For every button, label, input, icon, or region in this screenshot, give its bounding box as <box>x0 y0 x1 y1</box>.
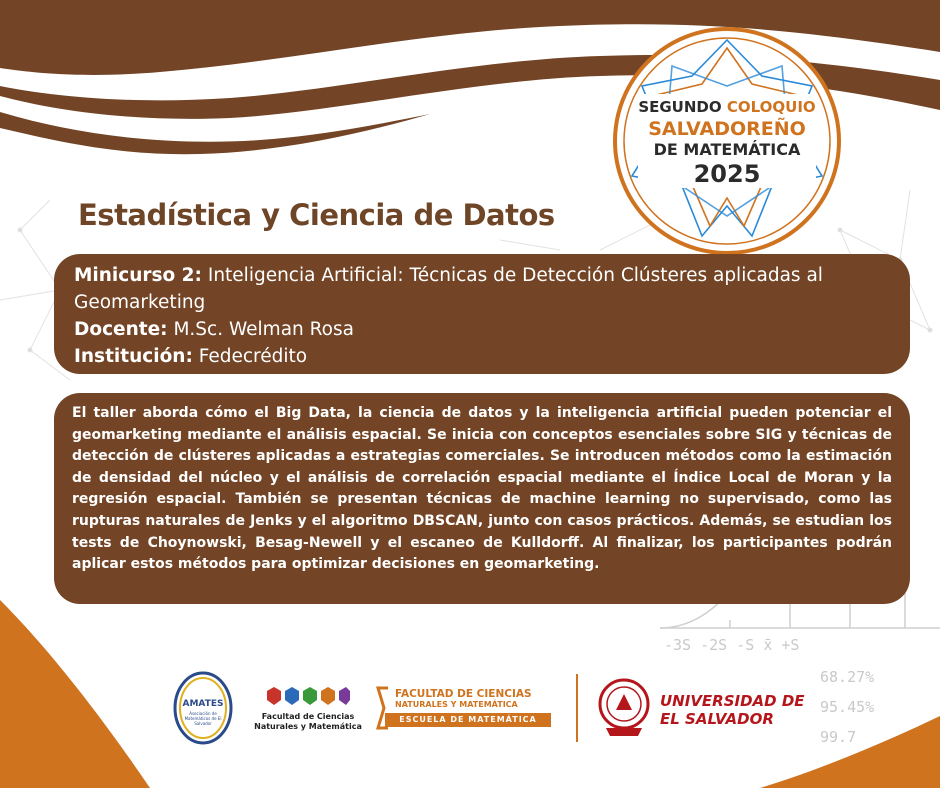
course-info-box <box>54 254 910 374</box>
minicurso-value: Inteligencia Artificial: Técnicas de Detección Clústeres aplicadas al Geomarketing <box>74 265 823 313</box>
emblem-text <box>612 26 842 256</box>
facultad-line2: NATURALES Y MATEMÁTICA <box>395 700 518 709</box>
facultad-line1: FACULTAD DE CIENCIAS <box>395 688 532 700</box>
minicurso-row <box>74 262 890 316</box>
chalk-axis-labels: -3S -2S -S x̄ +S <box>664 636 800 654</box>
emblem-line1: SEGUNDO COLOQUIO <box>638 98 816 116</box>
page-title: Estadística y Ciencia de Datos <box>78 198 555 232</box>
docente-value: M.Sc. Welman Rosa <box>173 319 354 340</box>
docente-label: Docente: <box>74 319 168 340</box>
fcnm-name: Facultad de Ciencias Naturales y Matemática <box>254 712 362 731</box>
institucion-row <box>74 343 890 370</box>
emblem-line2: SALVADOREÑO <box>648 118 806 140</box>
description-text: El taller aborda cómo el Big Data, la ciencia de datos y la inteligencia artificial pueden potenciar el geomarketing mediante el análisis espacial. Se inicia con conceptos esenciales sobre SIG y técnicas de detección de clústeres aplicadas a estrategias comerciales. Se introducen métodos como la estimación de densidad del núcleo y el análisis de correlación espacial mediante el Índice Local de Moran y la regresión espacial. También se presentan técnicas de machine learning no supervisado, como las rupturas naturales de Jenks y el algoritmo DBSCAN, junto con casos prácticos. Además, se estudian los tests de Choynowski, Besag-Newell y el escaneo de Kulldorff. Al finalizar, los participantes podrán aplicar estos métodos para optimizar decisiones en geomarketing. <box>72 405 892 573</box>
chalk-value-1: 68.27% <box>820 668 875 686</box>
escuela-banner: ESCUELA DE MATEMÁTICA <box>385 713 551 727</box>
chalk-value-3: 99.7 <box>820 728 857 746</box>
institucion-label: Institución: <box>74 346 193 367</box>
emblem-year: 2025 <box>693 160 761 188</box>
logo-divider <box>576 674 578 742</box>
ues-name-line1: UNIVERSIDAD DE <box>660 692 805 710</box>
ues-name-line2: EL SALVADOR <box>660 710 774 728</box>
amates-name: AMATES <box>182 699 224 709</box>
emblem-line3: DE MATEMÁTICA <box>653 140 801 159</box>
fcnm-logo-icon <box>266 686 350 706</box>
ues-seal-icon <box>598 676 650 738</box>
amates-subtitle: Asociación de Matemáticos de El Salvador <box>184 711 222 726</box>
description-box <box>54 393 910 604</box>
institucion-value: Fedecrédito <box>198 346 308 367</box>
docente-row <box>74 316 890 343</box>
chalk-value-2: 95.45% <box>820 698 875 716</box>
minicurso-label: Minicurso 2: <box>74 265 202 286</box>
